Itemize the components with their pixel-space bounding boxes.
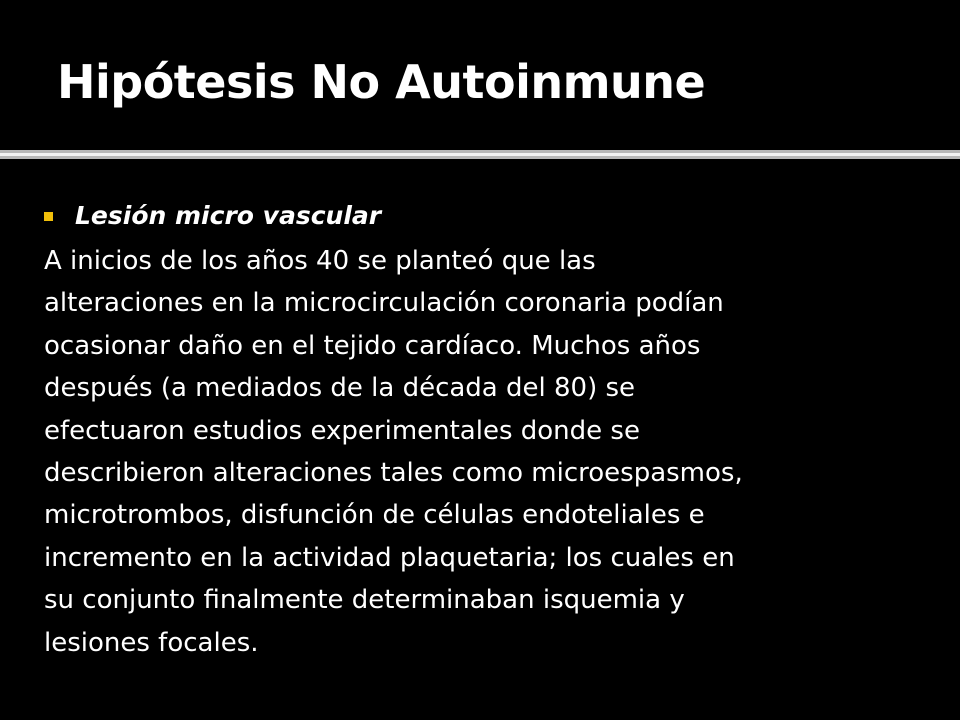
square-bullet-icon: [44, 212, 53, 221]
paragraph-line: su conjunto finalmente determinaban isquemia y: [44, 585, 685, 616]
paragraph-line: microtrombos, disfunción de células endoteliales e: [44, 500, 705, 531]
body-paragraph: [44, 240, 944, 664]
bullet-heading: Lesión micro vascular: [75, 201, 382, 230]
slide-title: Hipótesis No Autoinmune: [57, 55, 706, 109]
paragraph-line: A inicios de los años 40 se planteó que las: [44, 246, 596, 276]
paragraph-line: incremento en la actividad plaquetaria; los cuales en: [44, 542, 735, 573]
paragraph-line: después (a mediados de la década del 80) se: [44, 373, 636, 404]
paragraph-line: alteraciones en la microcirculación coronaria podían: [44, 288, 724, 319]
paragraph-line: lesiones focales.: [44, 627, 259, 658]
title-bar: [0, 0, 960, 150]
title-divider-highlight: [0, 153, 960, 156]
paragraph-line: describieron alteraciones tales como microespasmos,: [44, 458, 743, 489]
paragraph-line: ocasionar daño en el tejido cardíaco. Muchos años: [44, 330, 701, 361]
paragraph-line: efectuaron estudios experimentales donde se: [44, 415, 640, 446]
bullet-item: [44, 198, 381, 234]
